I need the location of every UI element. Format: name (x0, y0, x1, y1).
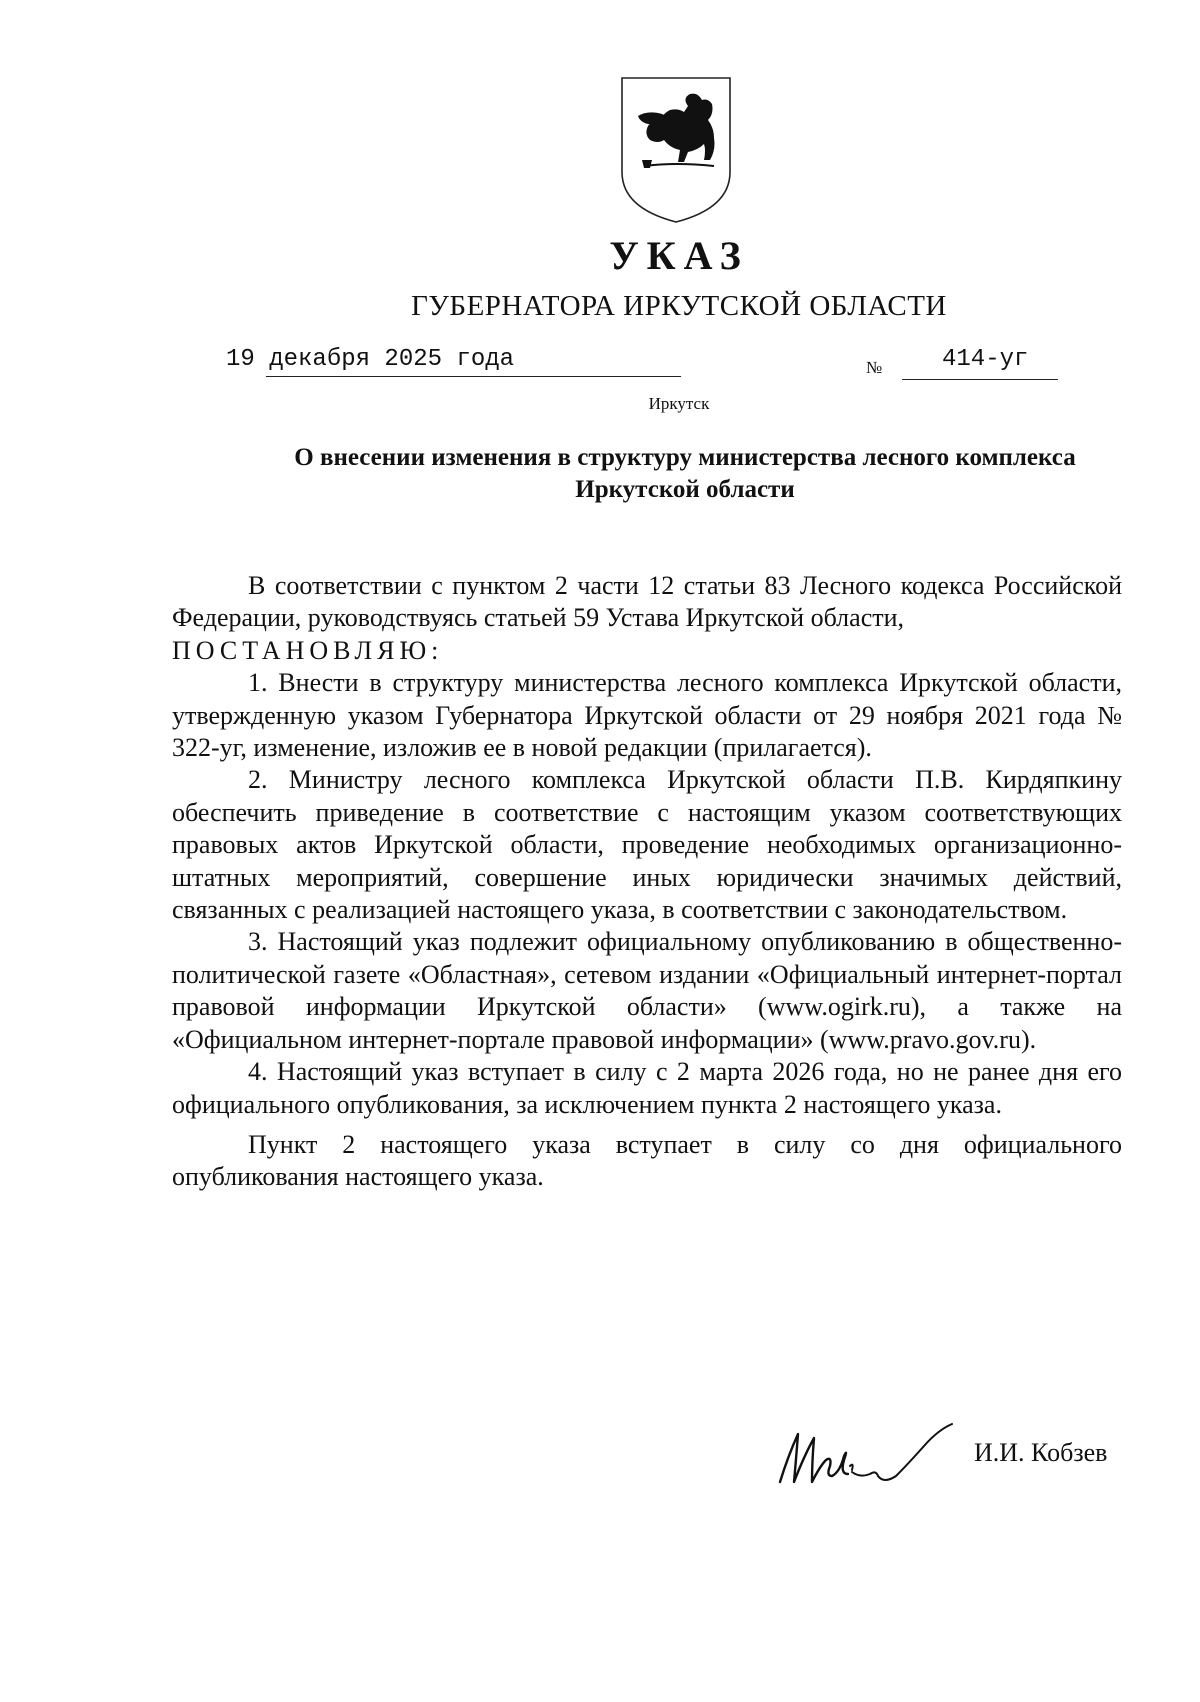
document-date: 19 декабря 2025 года (226, 346, 515, 373)
coat-of-arms-icon (618, 76, 734, 224)
item-1-paragraph: 1. Внести в структуру министерства лесного комплекса Иркутской области, утвержденную указом Губернатора Иркутской области от 29 ноября 2021 года № 322-уг, изменение, изложив ее в новой редакции (прилагается). (172, 668, 1122, 763)
subject-line-2: Иркутской области (575, 476, 795, 503)
item-2-paragraph: 2. Министру лесного комплекса Иркутской области П.В. Кирдяпкину обеспечить приведение в соответствие с настоящим указом соответствующих правовых актов Иркутской области, проведение необходимых организационно-штатных мероприятий, совершение иных юридически значимых действий, связанных с реализацией настоящего указа, в соответствии с законодательством. (172, 765, 1122, 925)
handwritten-signature-icon (774, 1416, 974, 1496)
item-3-paragraph: 3. Настоящий указ подлежит официальному опубликованию в общественно-политической газете «Областная», сетевом издании «Официальный интернет-портал правовой информации Иркутской области» (www.ogirk.ru), а также на «Официальном интернет-портале правовой информации» (www.pravo.gov.ru). (172, 927, 1122, 1054)
document-city: Иркутск (648, 394, 710, 413)
subject-line-1: О внесении изменения в структуру министерства лесного комплекса (294, 444, 1076, 471)
document-title: УКАЗ (609, 233, 749, 278)
number-underline (902, 379, 1058, 380)
document-body (172, 570, 1122, 1194)
preamble-paragraph: В соответствии с пунктом 2 части 12 статьи 83 Лесного кодекса Российской Федерации, руководствуясь статьей 59 Устава Иркутской области, (172, 571, 1122, 633)
document-date-field (226, 346, 514, 373)
number-sign: № (866, 358, 883, 377)
document-subject (170, 442, 1200, 506)
final-paragraph: Пункт 2 настоящего указа вступает в силу со дня официального опубликования настоящего указа. (172, 1129, 1122, 1192)
date-underline (266, 376, 681, 377)
document-subtitle: ГУБЕРНАТОРА ИРКУТСКОЙ ОБЛАСТИ (411, 290, 947, 322)
signer-name: И.И. Кобзев (974, 1438, 1108, 1467)
item-4-paragraph: 4. Настоящий указ вступает в силу с 2 марта 2026 года, но не ранее дня его официального опубликования, за исключением пункта 2 настоящего указа. (172, 1057, 1122, 1119)
decree-keyword: ПОСТАНОВЛЯЮ: (172, 635, 444, 665)
document-number: 414-уг (942, 346, 1029, 373)
